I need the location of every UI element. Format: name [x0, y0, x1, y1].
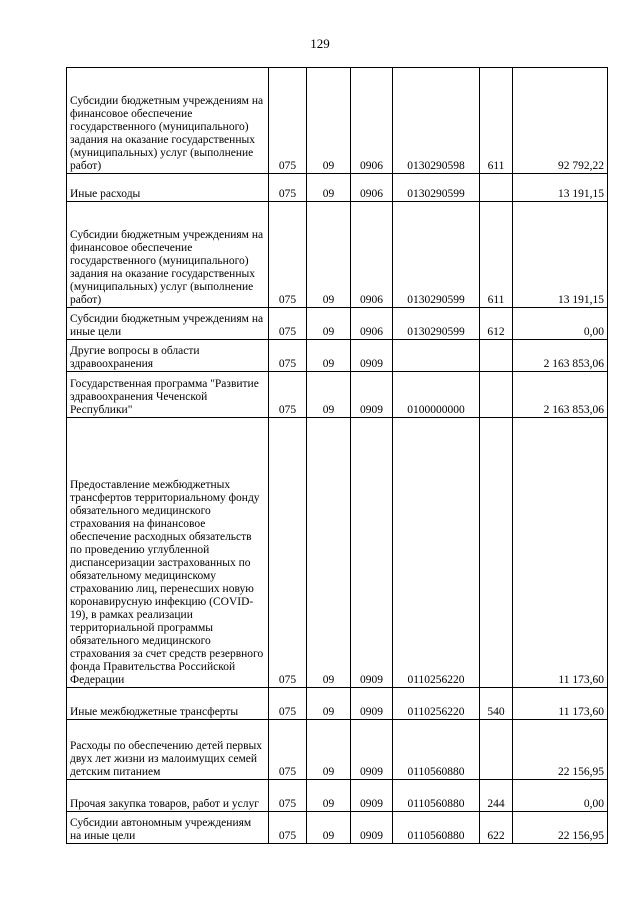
row-name-cell: Субсидии бюджетным учреждениям на иные цели — [67, 308, 269, 340]
subsection-code-cell: 0909 — [351, 418, 393, 688]
budget-table — [66, 67, 608, 844]
subsection-code-cell: 0906 — [351, 68, 393, 174]
ministry-code-cell: 075 — [269, 780, 307, 812]
section-code-cell: 09 — [307, 688, 351, 720]
subsection-code-cell: 0909 — [351, 340, 393, 372]
expense-type-cell: 611 — [480, 202, 513, 308]
target-code-cell: 0110560880 — [393, 812, 480, 844]
amount-cell: 22 156,95 — [513, 720, 608, 780]
expense-type-cell: 622 — [480, 812, 513, 844]
table-row — [67, 688, 608, 720]
section-code-cell: 09 — [307, 68, 351, 174]
table-row — [67, 372, 608, 418]
amount-cell: 22 156,95 — [513, 812, 608, 844]
subsection-code-cell: 0909 — [351, 780, 393, 812]
table-row — [67, 174, 608, 202]
target-code-cell: 0110560880 — [393, 780, 480, 812]
expense-type-cell: 244 — [480, 780, 513, 812]
section-code-cell: 09 — [307, 308, 351, 340]
expense-type-cell — [480, 720, 513, 780]
subsection-code-cell: 0909 — [351, 720, 393, 780]
ministry-code-cell: 075 — [269, 68, 307, 174]
ministry-code-cell: 075 — [269, 372, 307, 418]
expense-type-cell — [480, 340, 513, 372]
section-code-cell: 09 — [307, 202, 351, 308]
ministry-code-cell: 075 — [269, 174, 307, 202]
section-code-cell: 09 — [307, 720, 351, 780]
row-name-cell: Прочая закупка товаров, работ и услуг — [67, 780, 269, 812]
row-name-cell: Субсидии бюджетным учреждениям на финансовое обеспечение государственного (муниципального) задания на оказание государственных (муниципальных) услуг (выполнение работ) — [67, 202, 269, 308]
target-code-cell: 0110560880 — [393, 720, 480, 780]
target-code-cell: 0130290599 — [393, 174, 480, 202]
ministry-code-cell: 075 — [269, 688, 307, 720]
row-name-cell: Субсидии автономным учреждениям на иные цели — [67, 812, 269, 844]
table-row — [67, 780, 608, 812]
ministry-code-cell: 075 — [269, 308, 307, 340]
section-code-cell: 09 — [307, 174, 351, 202]
section-code-cell: 09 — [307, 340, 351, 372]
row-name-cell: Другие вопросы в области здравоохранения — [67, 340, 269, 372]
subsection-code-cell: 0909 — [351, 372, 393, 418]
row-name-cell: Иные расходы — [67, 174, 269, 202]
row-name-cell: Предоставление межбюджетных трансфертов территориальному фонду обязательного медицинского страхования на финансовое обеспечение расходных обязательств по проведению углубленной диспансеризации застрахованных по обязательному медицинскому страхованию лиц, перенесших новую коронавирусную инфекцию (COVID-19), в рамках реализации территориальной программы обязательного медицинского страхования за счет средств резервного фонда Правительства Российской Федерации — [67, 418, 269, 688]
expense-type-cell — [480, 372, 513, 418]
amount-cell: 0,00 — [513, 308, 608, 340]
target-code-cell: 0130290598 — [393, 68, 480, 174]
table-row — [67, 202, 608, 308]
amount-cell: 13 191,15 — [513, 202, 608, 308]
row-name-cell: Государственная программа "Развитие здравоохранения Чеченской Республики" — [67, 372, 269, 418]
subsection-code-cell: 0906 — [351, 308, 393, 340]
amount-cell: 2 163 853,06 — [513, 340, 608, 372]
target-code-cell: 0100000000 — [393, 372, 480, 418]
page-number: 129 — [310, 36, 330, 51]
ministry-code-cell: 075 — [269, 812, 307, 844]
expense-type-cell — [480, 174, 513, 202]
ministry-code-cell: 075 — [269, 202, 307, 308]
amount-cell: 11 173,60 — [513, 418, 608, 688]
target-code-cell — [393, 340, 480, 372]
amount-cell: 13 191,15 — [513, 174, 608, 202]
ministry-code-cell: 075 — [269, 720, 307, 780]
expense-type-cell: 540 — [480, 688, 513, 720]
subsection-code-cell: 0909 — [351, 688, 393, 720]
target-code-cell: 0130290599 — [393, 308, 480, 340]
section-code-cell: 09 — [307, 418, 351, 688]
table-row — [67, 720, 608, 780]
section-code-cell: 09 — [307, 780, 351, 812]
row-name-cell: Иные межбюджетные трансферты — [67, 688, 269, 720]
target-code-cell: 0110256220 — [393, 418, 480, 688]
budget-table-body — [67, 68, 608, 844]
row-name-cell: Расходы по обеспечению детей первых двух лет жизни из малоимущих семей детским питанием — [67, 720, 269, 780]
amount-cell: 2 163 853,06 — [513, 372, 608, 418]
table-row — [67, 68, 608, 174]
ministry-code-cell: 075 — [269, 418, 307, 688]
subsection-code-cell: 0906 — [351, 174, 393, 202]
table-row — [67, 418, 608, 688]
section-code-cell: 09 — [307, 372, 351, 418]
table-row — [67, 340, 608, 372]
section-code-cell: 09 — [307, 812, 351, 844]
amount-cell: 0,00 — [513, 780, 608, 812]
row-name-cell: Субсидии бюджетным учреждениям на финансовое обеспечение государственного (муниципального) задания на оказание государственных (муниципальных) услуг (выполнение работ) — [67, 68, 269, 174]
expense-type-cell: 611 — [480, 68, 513, 174]
expense-type-cell — [480, 418, 513, 688]
amount-cell: 92 792,22 — [513, 68, 608, 174]
subsection-code-cell: 0909 — [351, 812, 393, 844]
ministry-code-cell: 075 — [269, 340, 307, 372]
subsection-code-cell: 0906 — [351, 202, 393, 308]
target-code-cell: 0110256220 — [393, 688, 480, 720]
table-row — [67, 308, 608, 340]
expense-type-cell: 612 — [480, 308, 513, 340]
table-row — [67, 812, 608, 844]
amount-cell: 11 173,60 — [513, 688, 608, 720]
target-code-cell: 0130290599 — [393, 202, 480, 308]
